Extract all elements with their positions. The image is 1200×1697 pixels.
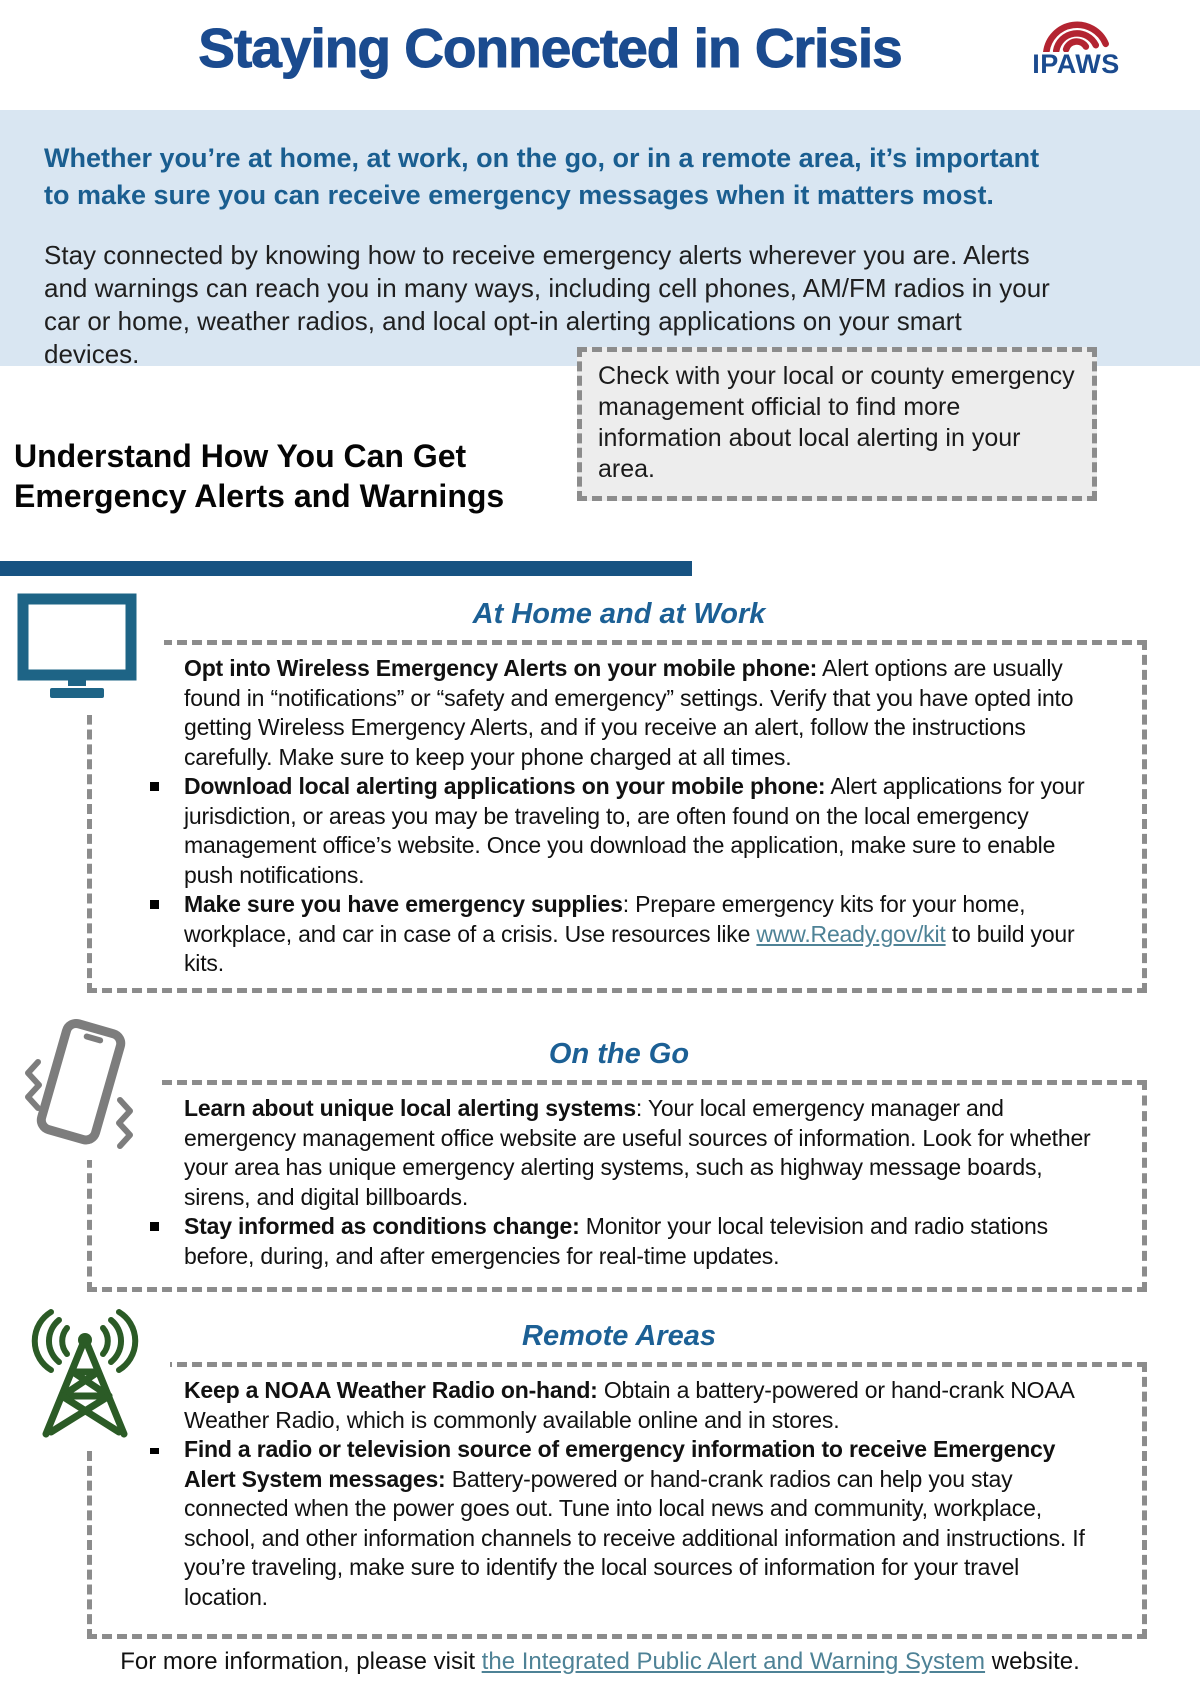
bullet-text: Alert applications for your jurisdiction, or areas you may be traveling to, are often found on the local emergency management office’s website. Once you download the application, make sure to enable push notifications. xyxy=(184,773,1085,888)
section-box-remote-areas xyxy=(87,1362,1147,1639)
intro-body-paragraph: Stay connected by knowing how to receive emergency alerts wherever you are. Alerts and warnings can reach you in many ways, including cell phones, AM/FM radios in your car or home, weather radios, and local opt-in alerting applications on your smart devices. xyxy=(44,240,1050,369)
ipaws-logo xyxy=(1020,8,1132,80)
bullet-item xyxy=(92,1435,1142,1612)
footer xyxy=(0,1648,1200,1676)
bullet-text: Obtain a battery-powered or hand-crank NOAA Weather Radio, which is commonly available online and in stores. xyxy=(184,1377,1074,1433)
section-remote-areas xyxy=(0,1320,1200,1639)
section-at-home-and-at-work xyxy=(0,598,1200,993)
bullet-lead-in: Keep a NOAA Weather Radio on-hand: xyxy=(184,1377,598,1403)
section-heading-line1: Understand How You Can Get xyxy=(14,438,467,474)
bullet-text: Monitor your local television and radio stations before, during, and after emergencies for real-time updates. xyxy=(184,1213,1048,1269)
local-alerting-callout: Check with your local or county emergency management official to find more information about local alerting in your area. xyxy=(577,347,1097,501)
section-heading-line2: Emergency Alerts and Warnings xyxy=(14,478,505,514)
section-box-at-home-and-at-work xyxy=(87,640,1147,993)
bullet-list xyxy=(92,1094,1142,1271)
bullet-lead-in: Download local alerting applications on your mobile phone: xyxy=(184,773,826,799)
intro-band xyxy=(0,110,1200,369)
bullet-text: to build your kits. xyxy=(184,920,1075,976)
section-title-on-the-go: On the Go xyxy=(548,1038,690,1070)
intro-lead-paragraph: Whether you’re at home, at work, on the go, or in a remote area, it’s important to make sure you can receive emergency messages when it matters most. xyxy=(44,143,1040,210)
bullet-lead-in: Learn about unique local alerting systems xyxy=(184,1095,636,1121)
ipaws-logo-text: IPAWS xyxy=(1032,49,1120,79)
bullet-item xyxy=(92,772,1142,890)
bullet-lead-in: Find a radio or television source of emergency information to receive Emergency Alert System messages: xyxy=(184,1436,1056,1492)
bullet-list xyxy=(92,654,1142,979)
page-title: Staying Connected in Crisis xyxy=(198,17,902,79)
bullet-lead-in: Opt into Wireless Emergency Alerts on your mobile phone: xyxy=(184,655,818,681)
radio-tower-icon xyxy=(18,1306,170,1448)
bullet-lead-in: Stay informed as conditions change: xyxy=(184,1213,580,1239)
ready-gov-kit-link[interactable]: www.Ready.gov/kit xyxy=(756,920,946,947)
bullet-item xyxy=(92,1212,1142,1271)
section-on-the-go xyxy=(0,1038,1200,1292)
section-title-at-home-and-at-work: At Home and at Work xyxy=(472,598,766,630)
bullet-text: : Your local emergency manager and emergency management office website are useful sources of information. Look for whether your area has unique emergency alerting systems, such as highway message boards, sirens, and digital billboards. xyxy=(184,1095,1091,1210)
bullet-item xyxy=(92,654,1142,772)
bullet-text: Battery-powered or hand-crank radios can help you stay connected when the power goes out. Tune into local news and community, workplace, school, and other information channels to receive additional information and instructions. If you’re traveling, make sure to identify the local sources of information for your travel location. xyxy=(184,1465,1085,1610)
bullet-text: Alert options are usually found in “notifications” or “safety and emergency” settings. Verify that you have opted into getting Wireless Emergency Alerts, and if you receive an alert, follow the instructions carefully. Make sure to keep your phone charged at all times. xyxy=(184,655,1074,770)
bullet-item xyxy=(92,1094,1142,1212)
bullet-list xyxy=(92,1376,1142,1612)
bullet-item xyxy=(92,890,1142,979)
bullet-lead-in: Make sure you have emergency supplies xyxy=(184,891,623,917)
section-title-remote-areas: Remote Areas xyxy=(522,1320,716,1352)
blue-divider-rule xyxy=(0,561,692,576)
section-heading xyxy=(14,436,504,516)
monitor-icon xyxy=(16,593,164,715)
section-box-on-the-go xyxy=(87,1080,1147,1292)
bullet-item xyxy=(92,1376,1142,1435)
ipaws-website-link[interactable]: the Integrated Public Alert and Warning System xyxy=(481,1648,986,1675)
footer-prefix: For more information, please visit xyxy=(120,1648,482,1675)
bullet-text: : Prepare emergency kits for your home, workplace, and car in case of a crisis. Use resources like xyxy=(184,891,1026,947)
radio-waves-icon xyxy=(1020,8,1132,52)
vibrating-phone-icon xyxy=(8,1010,160,1160)
footer-suffix: website. xyxy=(985,1648,1080,1675)
